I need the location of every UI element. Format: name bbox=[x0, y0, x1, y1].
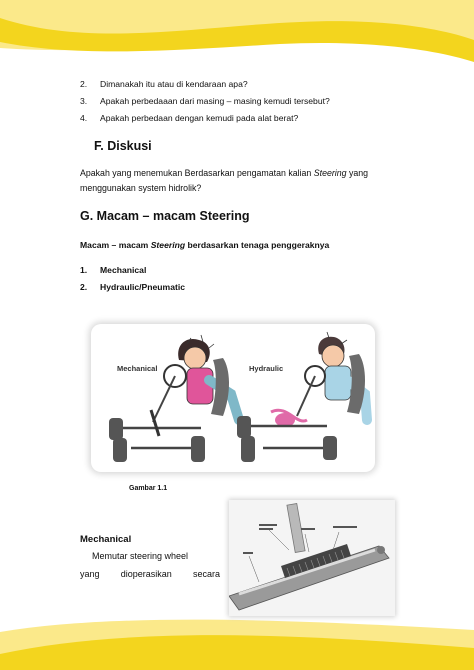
question-item bbox=[80, 79, 248, 90]
mechanical-heading: Mechanical bbox=[80, 534, 132, 545]
section-f-heading: F. Diskusi bbox=[94, 139, 152, 153]
mechanical-line-2: yang dioperasikan secara bbox=[80, 569, 220, 579]
hydraulic-car-drawing bbox=[237, 332, 367, 462]
section-f-paragraph: Apakah yang menemukan Berdasarkan pengamatan kalian Steering yang menggunakan system hidrolik? bbox=[80, 168, 369, 193]
steering-illustration bbox=[91, 324, 375, 472]
question-item bbox=[80, 96, 330, 107]
rack-and-pinion-drawing bbox=[229, 500, 395, 616]
mechanical-line-1: Memutar steering wheel bbox=[92, 551, 189, 561]
question-number: 4. bbox=[80, 113, 88, 123]
question-number: 3. bbox=[80, 96, 88, 106]
figure-label-hydraulic: Hydraulic bbox=[249, 364, 284, 373]
question-text: Dimanakah itu atau di kendaraan apa? bbox=[100, 79, 248, 89]
steering-type-item: 2. Hydraulic/Pneumatic bbox=[80, 282, 186, 292]
question-text: Apakah perbedaan dengan kemudi pada alat berat? bbox=[100, 113, 299, 123]
rack-and-pinion-photo bbox=[229, 500, 395, 616]
steering-type-item: 1. Mechanical bbox=[80, 265, 147, 275]
figure-caption: Gambar 1.1 bbox=[129, 485, 168, 492]
question-number: 2. bbox=[80, 79, 88, 89]
section-g-intro: Macam – macam Steering berdasarkan tenaga penggeraknya bbox=[80, 240, 330, 250]
question-item bbox=[80, 113, 298, 124]
section-g-heading: G. Macam – macam Steering bbox=[80, 209, 250, 223]
question-text: Apakah perbedaaan dari masing – masing kemudi tersebut? bbox=[100, 96, 330, 106]
steering-illustration-drawing bbox=[91, 324, 375, 472]
figure-label-mechanical: Mechanical bbox=[117, 364, 158, 373]
mechanical-car-drawing bbox=[109, 335, 239, 462]
